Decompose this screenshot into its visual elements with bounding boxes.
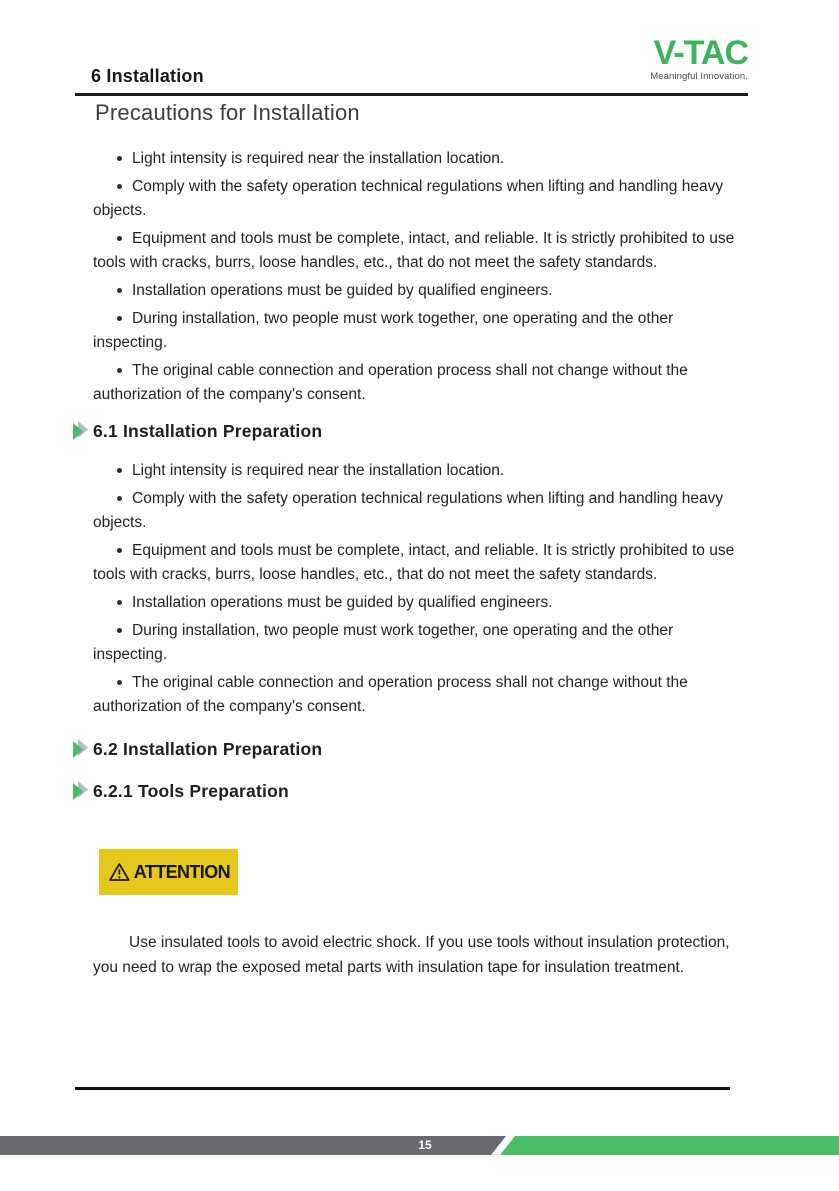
list-item-text: The original cable connection and operation process shall not change without the authorization of the company's consent. bbox=[93, 674, 688, 715]
bullet-icon bbox=[117, 156, 122, 161]
section-heading-6-2 bbox=[93, 737, 747, 761]
page-section-title: 6 Installation bbox=[91, 66, 204, 86]
list-item-text: During installation, two people must work together, one operating and the other inspecting. bbox=[93, 310, 674, 351]
list-item bbox=[93, 227, 747, 275]
bullet-icon bbox=[117, 680, 122, 685]
bullet-icon bbox=[117, 236, 122, 241]
document-body bbox=[93, 147, 747, 980]
section-heading-text: 6.1 Installation Preparation bbox=[93, 421, 323, 441]
list-item-text: Light intensity is required near the installation location. bbox=[132, 462, 505, 479]
section-heading-text: 6.2 Installation Preparation bbox=[93, 739, 323, 759]
list-item-text: Equipment and tools must be complete, intact, and reliable. It is strictly prohibited to use tools with cracks, burrs, loose handles, etc., that do not meet the safety standards. bbox=[93, 230, 735, 271]
footer-bar bbox=[0, 1136, 839, 1155]
list-item-text: The original cable connection and operation process shall not change without the authorization of the company's consent. bbox=[93, 362, 688, 403]
page-number: 15 bbox=[418, 1138, 432, 1152]
warning-triangle-icon bbox=[108, 857, 131, 887]
bullet-icon bbox=[117, 600, 122, 605]
green-arrow-icon bbox=[72, 739, 89, 758]
list-item-text: Equipment and tools must be complete, intact, and reliable. It is strictly prohibited to use tools with cracks, burrs, loose handles, etc., that do not meet the safety standards. bbox=[93, 542, 735, 583]
bullet-icon bbox=[117, 316, 122, 321]
vtac-logo-text: V-TAC bbox=[653, 34, 748, 72]
bullet-icon bbox=[117, 468, 122, 473]
bullet-icon bbox=[117, 184, 122, 189]
list-item bbox=[93, 487, 747, 535]
attention-box bbox=[99, 849, 238, 895]
list-item bbox=[93, 279, 747, 303]
header-divider bbox=[75, 93, 748, 96]
section-heading-text: 6.2.1 Tools Preparation bbox=[93, 781, 289, 801]
list-item bbox=[93, 459, 747, 483]
vtac-logo bbox=[608, 36, 748, 82]
list-item-text: Comply with the safety operation technical regulations when lifting and handling heavy objects. bbox=[93, 490, 724, 531]
list-item bbox=[93, 147, 747, 171]
precautions-list bbox=[93, 147, 747, 407]
page-title: Precautions for Installation bbox=[95, 100, 360, 125]
bullet-icon bbox=[117, 288, 122, 293]
list-item bbox=[93, 591, 747, 615]
bullet-icon bbox=[117, 628, 122, 633]
list-item-text: Installation operations must be guided by qualified engineers. bbox=[132, 594, 553, 611]
list-item bbox=[93, 175, 747, 223]
list-item bbox=[93, 539, 747, 587]
list-item-text: Installation operations must be guided by qualified engineers. bbox=[132, 282, 553, 299]
list-item bbox=[93, 359, 747, 407]
section-heading-6-1 bbox=[93, 419, 747, 443]
list-item bbox=[93, 619, 747, 667]
list-item-text: Light intensity is required near the installation location. bbox=[132, 150, 505, 167]
precautions-list-repeat bbox=[93, 459, 747, 719]
green-arrow-icon bbox=[72, 421, 89, 440]
list-item-text: During installation, two people must work together, one operating and the other inspecting. bbox=[93, 622, 674, 663]
list-item bbox=[93, 671, 747, 719]
attention-paragraph: Use insulated tools to avoid electric shock. If you use tools without insulation protection, you need to wrap the exposed metal parts with insulation tape for insulation treatment. bbox=[93, 934, 730, 976]
list-item bbox=[93, 307, 747, 355]
bullet-icon bbox=[117, 496, 122, 501]
green-arrow-icon bbox=[72, 781, 89, 800]
bullet-icon bbox=[117, 368, 122, 373]
list-item-text: Comply with the safety operation technical regulations when lifting and handling heavy objects. bbox=[93, 178, 724, 219]
vtac-logo-tagline: Meaningful Innovation. bbox=[650, 71, 748, 82]
attention-label: ATTENTION bbox=[133, 862, 230, 882]
bullet-icon bbox=[117, 548, 122, 553]
footer-divider bbox=[75, 1087, 730, 1090]
section-heading-6-2-1 bbox=[93, 779, 747, 803]
